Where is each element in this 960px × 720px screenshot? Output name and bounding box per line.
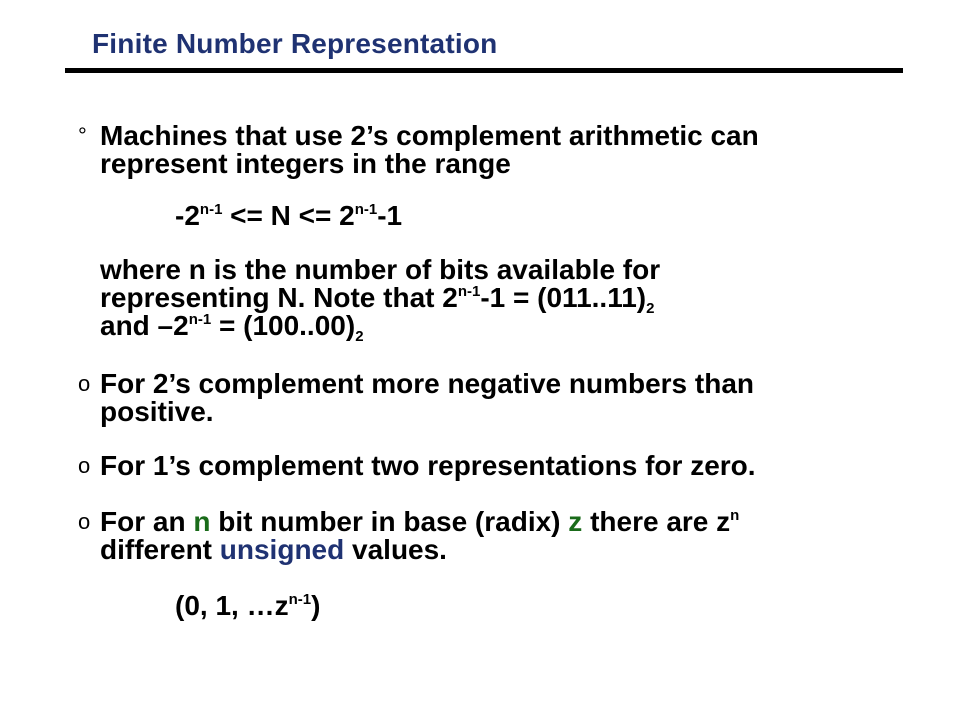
o-bullet-3: o [78, 509, 91, 534]
paragraph2-line3 [100, 310, 364, 345]
range-formula [175, 202, 402, 230]
b3-z: z [568, 506, 583, 537]
bullet1-line2: positive. [100, 396, 214, 427]
p2-line2-a: representing N. Note that 2 [100, 282, 458, 313]
range-exp: n-1 [288, 591, 312, 608]
o-bullet-1: o [78, 371, 91, 396]
b3-line2-a: different [100, 534, 220, 565]
bullet3-line1 [100, 508, 739, 536]
b3-n: n [193, 506, 211, 537]
p2-line3-exp: n-1 [188, 311, 212, 328]
bullet3-line2 [100, 536, 447, 564]
p2-line2-b: -1 = (011..11) [480, 282, 647, 313]
paragraph2-line1: where n is the number of bits available for [100, 254, 661, 285]
bullet1-line1: For 2’s complement more negative numbers than [100, 368, 755, 399]
o-bullet-2: o [78, 453, 91, 478]
paragraph2-line2 [100, 282, 655, 317]
paragraph1-line1: Machines that use 2’s complement arithmetic can [100, 120, 759, 151]
range-a: (0, 1, …z [175, 590, 289, 621]
p2-line3-a: and –2 [100, 310, 189, 341]
slide-title: Finite Number Representation [92, 28, 498, 59]
b3-exp: n [730, 507, 740, 524]
title-rule [65, 68, 903, 73]
formula-neg-base: -2 [175, 200, 200, 231]
range-b: ) [311, 590, 321, 621]
b3-line1-b: bit number in base (radix) [210, 506, 569, 537]
p2-line3-sub: 2 [355, 328, 364, 345]
p2-line3-b: = (100..00) [211, 310, 356, 341]
formula-exp2: n-1 [354, 201, 378, 218]
p2-line2-sub: 2 [646, 300, 655, 317]
formula-middle: <= N <= 2 [222, 200, 355, 231]
b3-line2-b: values. [344, 534, 447, 565]
degree-bullet: ° [78, 123, 87, 148]
formula-exp1: n-1 [199, 201, 223, 218]
paragraph1-line2: represent integers in the range [100, 148, 511, 179]
bullet2-line1: For 1’s complement two representations for zero. [100, 450, 756, 481]
b3-unsigned: unsigned [219, 534, 345, 565]
b3-line1-a: For an [100, 506, 194, 537]
value-range [175, 592, 320, 620]
formula-tail: -1 [377, 200, 403, 231]
p2-line2-exp: n-1 [457, 283, 481, 300]
b3-line1-c: there are z [582, 506, 731, 537]
